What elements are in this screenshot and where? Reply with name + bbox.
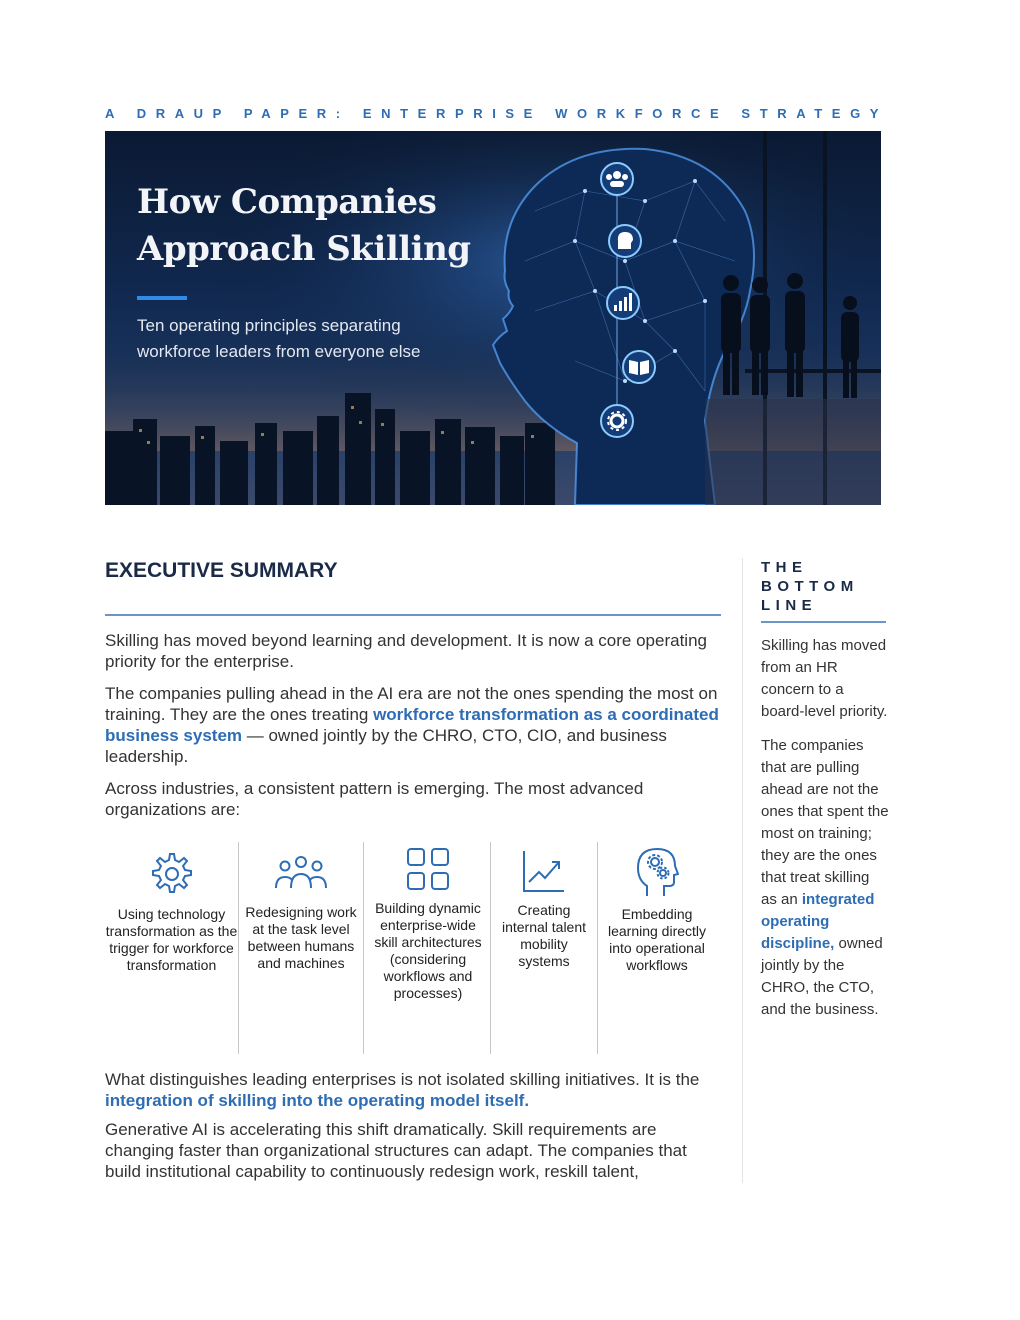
hero-title: How Companies Approach Skilling	[137, 182, 471, 269]
feature-divider	[490, 842, 491, 1054]
chart-icon	[607, 287, 639, 319]
feature-strip	[105, 842, 725, 1054]
sidebar-title: THE BOTTOM LINE	[761, 559, 859, 614]
summary-conclusion	[105, 1069, 725, 1190]
feature-item	[242, 842, 360, 1054]
sidebar-divider	[742, 558, 743, 1183]
feature-item	[494, 842, 594, 1054]
feature-item	[367, 842, 489, 1054]
people-group-icon	[601, 163, 633, 195]
paragraph: Skilling has moved beyond learning and development. It is now a core operating priority for the enterprise.	[105, 631, 707, 671]
grid-icon	[405, 846, 451, 892]
highlight-text: workforce transformation as a coordinated business system	[105, 705, 719, 745]
feature-label: Building dynamic enterprise-wide skill architectures (considering workflows and processes)	[374, 900, 482, 1001]
paragraph-text: — owned jointly by the CHRO, CTO, CIO, and business leadership.	[105, 726, 667, 766]
head-gears-icon	[635, 846, 679, 898]
head-gear-icon	[609, 225, 641, 257]
book-icon	[623, 351, 655, 383]
paragraph-text: What distinguishes leading enterprises is not isolated skilling initiatives. It is the	[105, 1070, 700, 1089]
sidebar-body	[761, 635, 889, 1033]
paragraph: Generative AI is accelerating this shift dramatically. Skill requirements are changing faster than organizational structures can adapt. The companies that build institutional capability to continuously redesign work, reskill talent,	[105, 1120, 687, 1181]
section-divider	[105, 614, 721, 616]
paragraph	[105, 683, 725, 767]
feature-divider	[238, 842, 239, 1054]
paragraph-text: The companies that are pulling ahead are not the ones that spent the most on training; they are the ones that treat skilling as an	[761, 737, 889, 908]
feature-label: Embedding learning directly into operational workflows	[607, 906, 707, 973]
feature-item	[105, 842, 238, 1054]
paragraph: Across industries, a consistent pattern is emerging. The most advanced organizations are:	[105, 779, 644, 819]
paper-kicker: A DRAUP PAPER: ENTERPRISE WORKFORCE STRATEGY	[105, 106, 889, 121]
feature-label: Redesigning work at the task level between humans and machines	[245, 904, 357, 971]
hero-accent-rule	[137, 296, 187, 300]
feature-divider	[363, 842, 364, 1054]
gear-icon	[601, 405, 633, 437]
paragraph-text: The companies pulling ahead in the AI era are not the ones spending the most on training. They are the ones treating	[105, 684, 718, 724]
trend-chart-icon	[521, 848, 567, 894]
feature-divider	[597, 842, 598, 1054]
executive-summary-title: EXECUTIVE SUMMARY	[105, 559, 338, 582]
paragraph: Skilling has moved from an HR concern to a board-level priority.	[761, 637, 888, 720]
paragraph	[761, 735, 889, 1021]
hero-subtitle: Ten operating principles separating workforce leaders from everyone else	[137, 316, 421, 361]
feature-label: Using technology transformation as the trigger for workforce transformation	[105, 906, 238, 973]
gear-icon	[148, 850, 196, 898]
people-group-icon	[275, 852, 327, 896]
sidebar-rule	[761, 621, 886, 623]
summary-intro	[105, 630, 725, 831]
hero-banner	[105, 131, 881, 505]
paragraph-text: owned jointly by the CHRO, the CTO, and the business.	[761, 935, 883, 1018]
highlight-text: integrated operating discipline,	[761, 891, 875, 952]
feature-item	[601, 842, 713, 1054]
highlight-text: integration of skilling into the operating model itself.	[105, 1091, 530, 1110]
feature-label: Creating internal talent mobility systems	[501, 902, 587, 969]
paragraph	[105, 1069, 725, 1111]
